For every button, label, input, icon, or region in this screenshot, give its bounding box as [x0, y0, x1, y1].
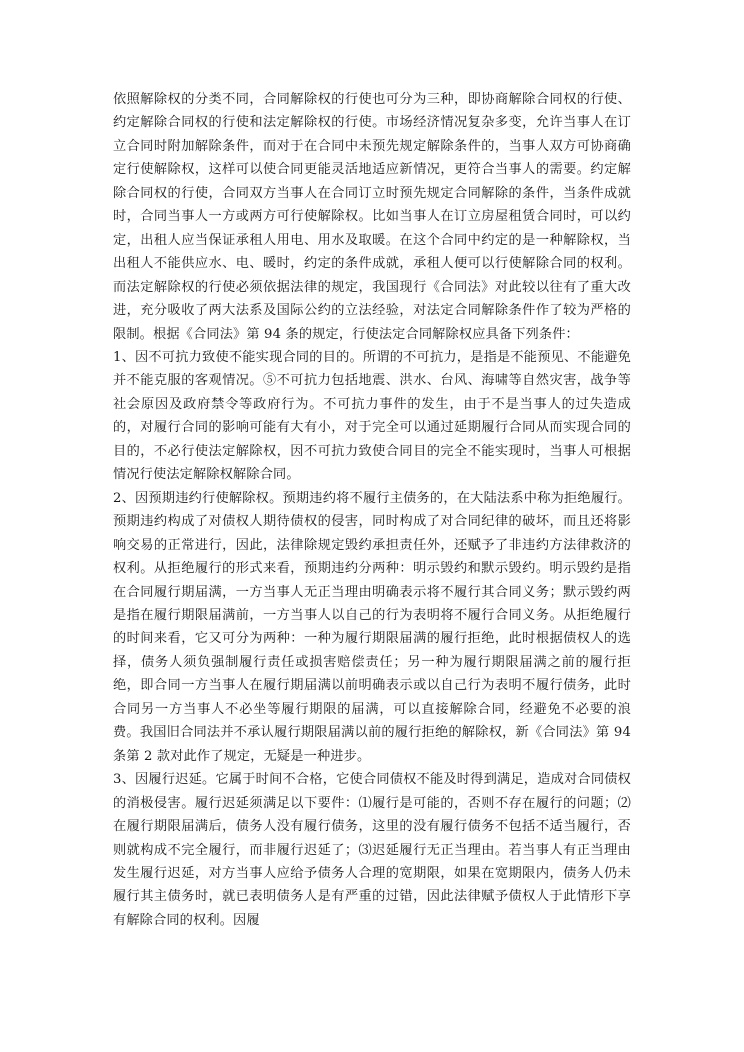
paragraph-delay: 3、因履行迟延。它属于时间不合格，它使合同债权不能及时得到满足，造成对合同债权的消极侵害。履行迟延须满足以下要件：⑴履行是可能的，否则不存在履行的问题；⑵在履行期限届满后，债务人没有履行债务，这里的没有履行债务不包括不适当履行，否则就构成不完全履行，而非履行迟延了；⑶迟延履行无正当理由。若当事人有正当理由发生履行迟延，对方当事人应给予债务人合理的宽期限，如果在宽期限内，债务人仍未履行其主债务时，就已表明债务人是有严重的过错，因此法律赋予债权人于此情形下享有解除合同的权利。因履: [113, 772, 631, 928]
document-body: [113, 88, 631, 932]
paragraph-intro: 依照解除权的分类不同，合同解除权的行使也可分为三种，即协商解除合同权的行使、约定解除合同权的行使和法定解除权的行使。市场经济情况复杂多变，允许当事人在订立合同时附加解除条件，而对于在合同中未预先规定解除条件的，当事人双方可协商确定行使解除权，这样可以使合同更能灵活地适应新情况，更符合当事人的需要。约定解除合同权的行使，合同双方当事人在合同订立时预先规定合同解除的条件，当条件成就时，合同当事人一方或两方可行使解除权。比如当事人在订立房屋租赁合同时，可以约定，出租人应当保证承租人用电、用水及取暖。在这个合同中约定的是一种解除权，当出租人不能供应水、电、暖时，约定的条件成就，承租人便可以行使解除合同的权利。而法定解除权的行使必须依据法律的规定，我国现行《合同法》对此较以往有了重大改进，充分吸收了两大法系及国际公约的立法经验，对法定合同解除条件作了较为严格的限制。根据《合同法》第 94 条的规定，行使法定合同解除权应具备下列条件：: [113, 92, 631, 342]
paragraph-anticipatory-breach: 2、因预期违约行使解除权。预期违约将不履行主债务的，在大陆法系中称为拒绝履行。预期违约构成了对债权人期待债权的侵害，同时构成了对合同纪律的破坏，而且还将影响交易的正常进行，因此，法律除规定毁约承担责任外，还赋予了非违约方法律救济的权利。从拒绝履行的形式来看，预期违约分两种：明示毁约和默示毁约。明示毁约是指在合同履行期届满，一方当事人无正当理由明确表示将不履行其合同义务；默示毁约两是指在履行期限届满前，一方当事人以自己的行为表明将不履行合同义务。从拒绝履行的时间来看，它又可分为两种：一种为履行期限届满的履行拒绝，此时根据债权人的选择，债务人须负强制履行责任或损害赔偿责任；另一种为履行期限届满之前的履行拒绝，即合同一方当事人在履行期届满以前明确表示或以自己行为表明不履行债务，此时合同另一方当事人不必坐等履行期限的届满，可以直接解除合同，经避免不必要的浪费。我国旧合同法并不承认履行期限届满以前的履行拒绝的解除权，新《合同法》第 94 条第 2 款对此作了规定，无疑是一种进步。: [113, 490, 631, 764]
paragraph-force-majeure: 1、因不可抗力致使不能实现合同的目的。所谓的不可抗力，是指是不能预见、不能避免并不能克服的客观情况。⑤不可抗力包括地震、洪水、台风、海啸等自然灾害，战争等社会原因及政府禁令等政府行为。不可抗力事件的发生，由于不是当事人的过失造成的，对履行合同的影响可能有大有小，对于完全可以通过延期履行合同从而实现合同的目的，不必行使法定解除权，因不可抗力致使合同目的完全不能实现时，当事人可根据情况行使法定解除权解除合同。: [113, 349, 631, 483]
